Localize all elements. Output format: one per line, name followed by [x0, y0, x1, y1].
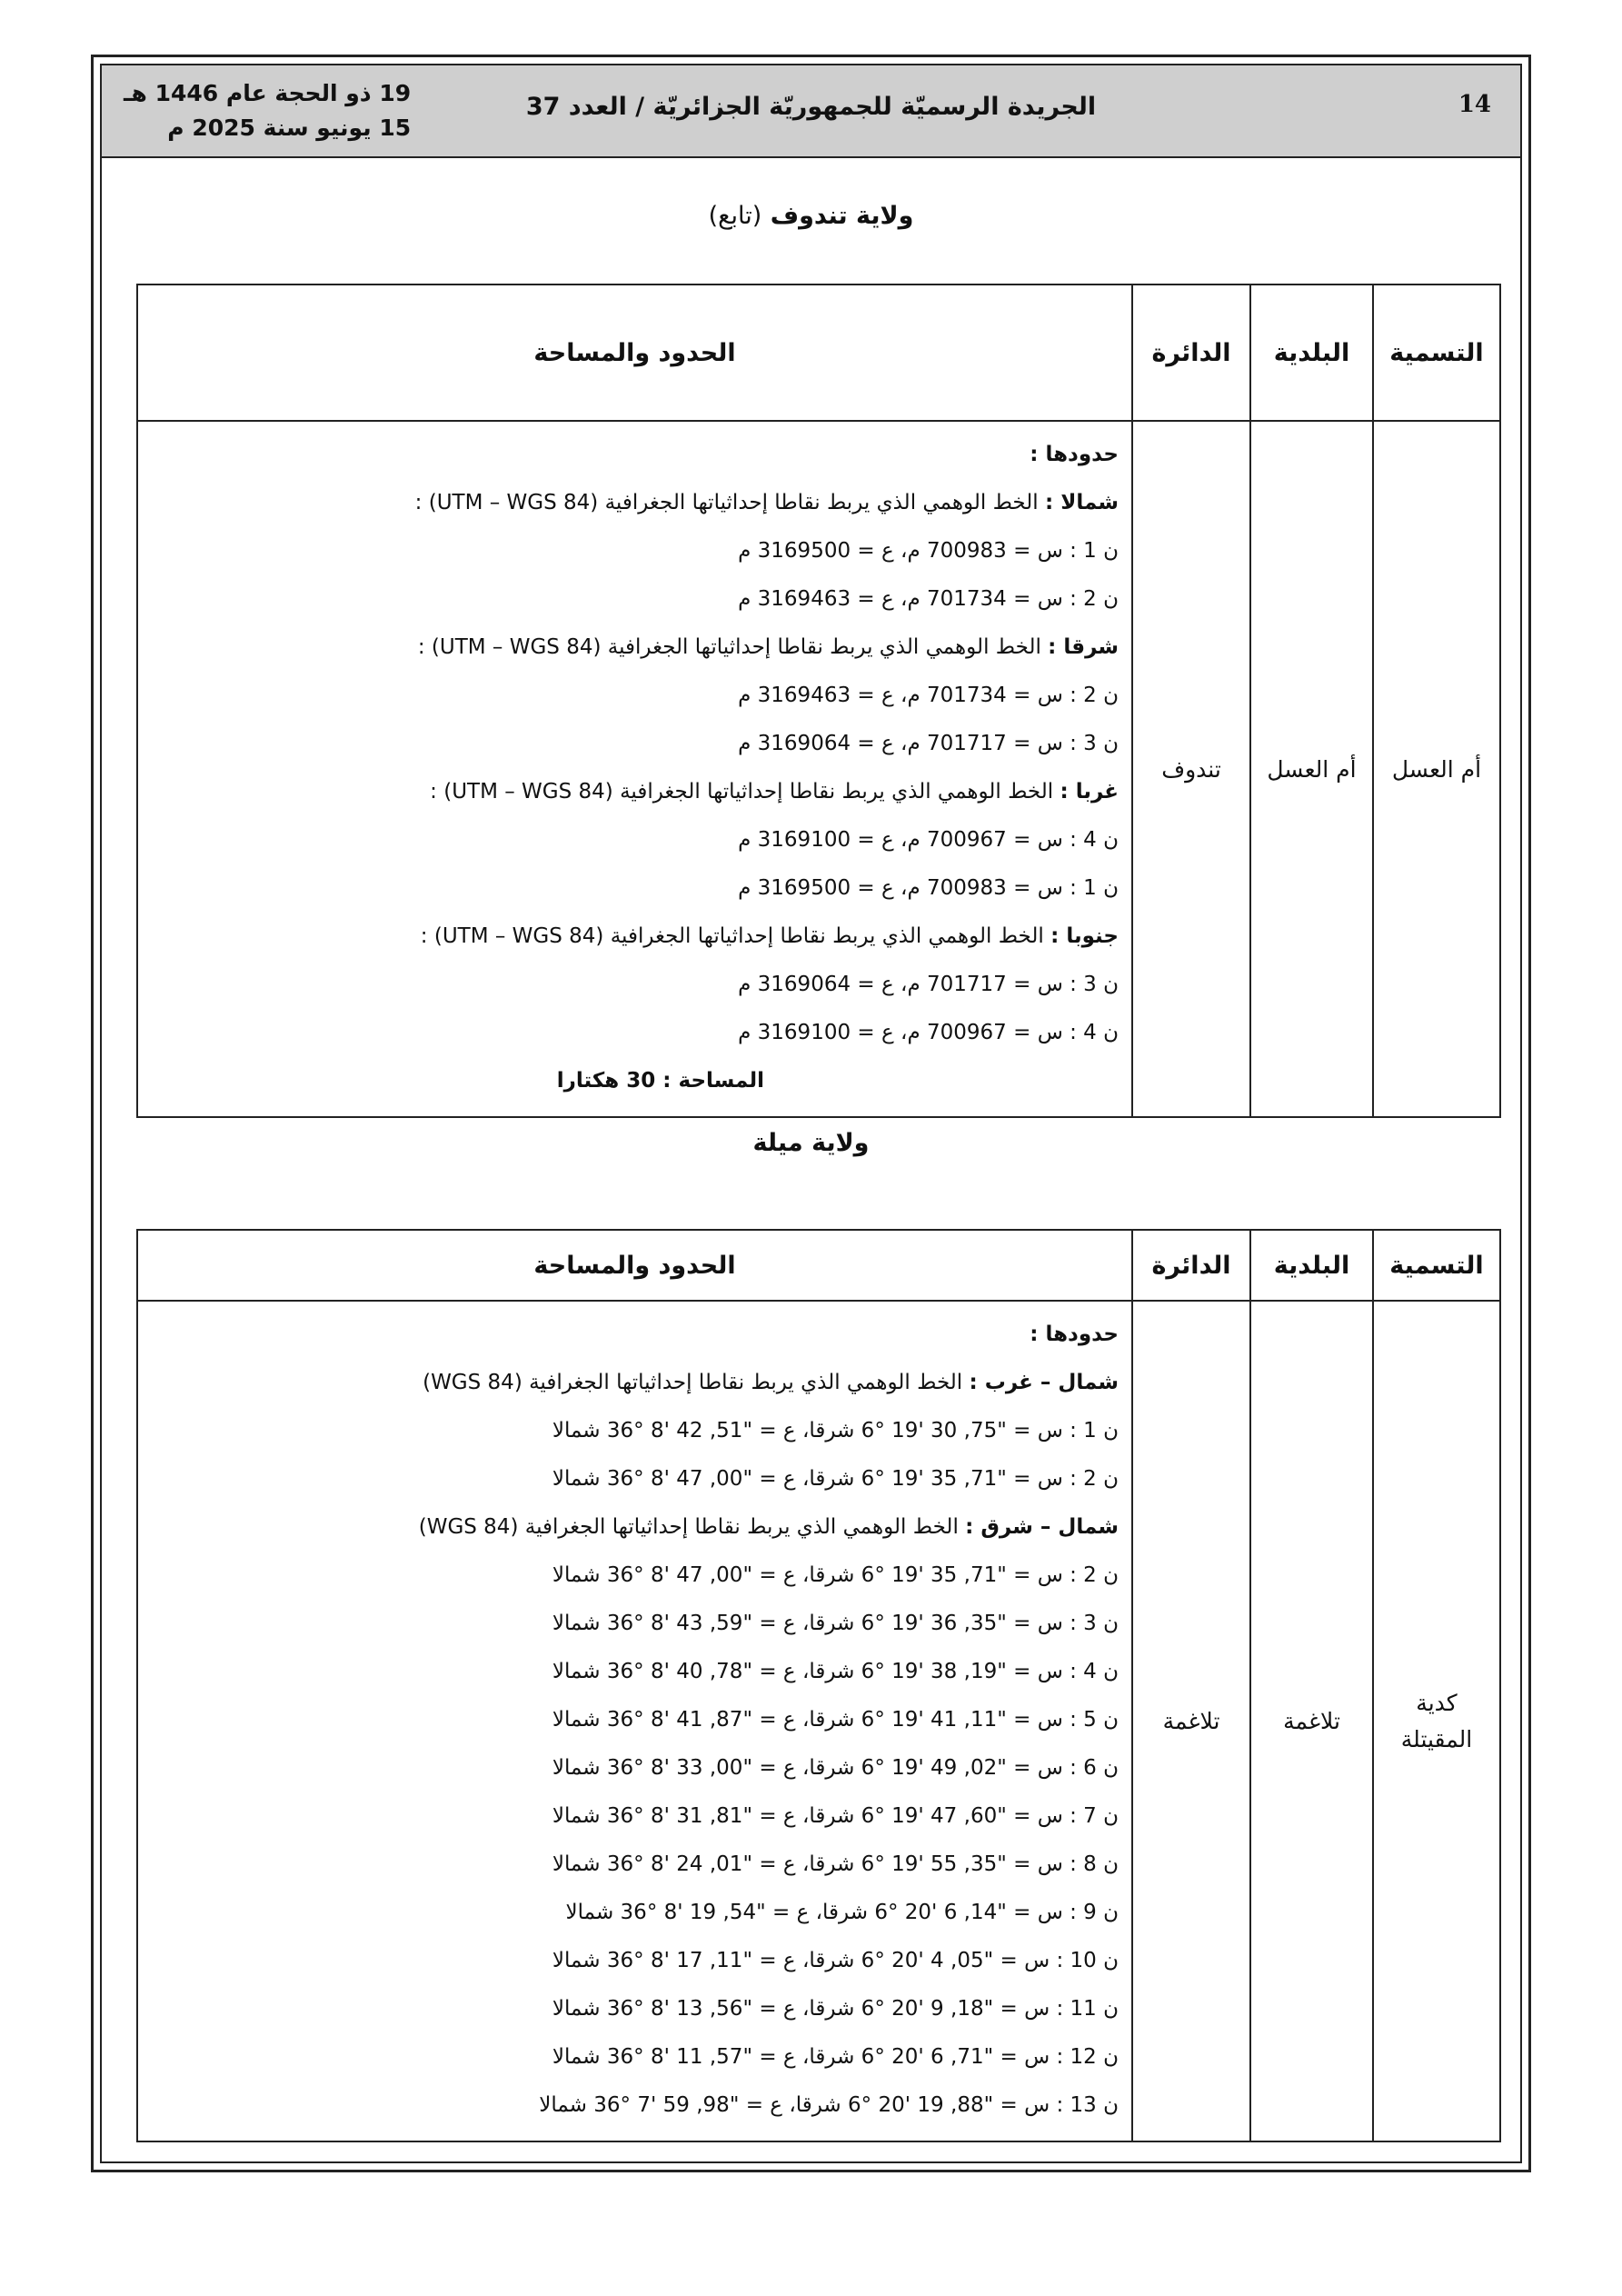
- direction-label: شمال – شرق :: [965, 1515, 1119, 1539]
- coordinate-line: حدودها :: [1030, 443, 1119, 466]
- boundary-direction-line: [151, 768, 1119, 816]
- journal-title: الجريدة الرسميّة للجمهوريّة الجزائريّة / العدد 37: [525, 93, 1097, 121]
- section-title-tindouf: [102, 202, 1520, 230]
- page-frame: [91, 55, 1531, 2172]
- section-title-mila: [102, 1129, 1520, 1157]
- coordinate-line: ن 11 : س = "18, 9 '20 °6 شرقا، ع = "56, 13 '8 °36 شمالا: [552, 1997, 1119, 2021]
- boundary-direction-line: [151, 1503, 1119, 1552]
- coordinate-line: ن 8 : س = "35, 55 '19 °6 شرقا، ع = "01, 24 '8 °36 شمالا: [552, 1852, 1119, 1876]
- table-row: [137, 1301, 1500, 2141]
- direction-text: الخط الوهمي الذي يربط نقاطا إحداثياتها الجغرافية (WGS 84): [418, 1515, 966, 1539]
- boundary-direction-line: [151, 479, 1119, 527]
- cell-bounds: [137, 1301, 1132, 2141]
- direction-label: شمالا :: [1044, 491, 1119, 514]
- coordinate-line: ن 2 : س = "71, 35 '19 °6 شرقا، ع = "00, 47 '8 °36 شمالا: [552, 1563, 1119, 1587]
- coordinate-line: ن 2 : س = "71, 35 '19 °6 شرقا، ع = "00, 47 '8 °36 شمالا: [552, 1467, 1119, 1491]
- coordinate-line: ن 3 : س = 701717 م، ع = 3169064 م: [738, 732, 1119, 755]
- coordinate-line: ن 5 : س = "11, 41 '19 °6 شرقا، ع = "87, 41 '8 °36 شمالا: [552, 1708, 1119, 1732]
- cell-district: تندوف: [1132, 421, 1250, 1117]
- coordinate-line: ن 9 : س = "14, 6 '20 °6 شرقا، ع = "54, 19 '8 °36 شمالا: [565, 1901, 1119, 1924]
- coordinate-line: ن 12 : س = "71, 6 '20 °6 شرقا، ع = "57, 11 '8 °36 شمالا: [552, 2045, 1119, 2069]
- section-title-text: ولاية تندوف: [770, 202, 914, 230]
- coordinate-line: ن 4 : س = 700967 م، ع = 3169100 م: [738, 1021, 1119, 1044]
- issue-date-gregorian: 15 يونيو سنة 2025 م: [167, 115, 412, 141]
- coordinate-line: ن 2 : س = 701734 م، ع = 3169463 م: [738, 587, 1119, 611]
- cell-district: تلاغمة: [1132, 1301, 1250, 2141]
- issue-date: [124, 76, 411, 145]
- section-subtitle: (تابع): [708, 202, 762, 230]
- table-tindouf: [136, 284, 1501, 1118]
- col-header-municipality: البلدية: [1250, 1230, 1373, 1301]
- coordinate-line: ن 1 : س = 700983 م، ع = 3169500 م: [738, 539, 1119, 563]
- coordinate-line: ن 4 : س = "19, 38 '19 °6 شرقا، ع = "78, 40 '8 °36 شمالا: [552, 1660, 1119, 1683]
- col-header-name: التسمية: [1373, 285, 1500, 421]
- col-header-bounds: الحدود والمساحة: [137, 285, 1132, 421]
- issue-date-hijri: 19 ذو الحجة عام 1446 هـ: [124, 80, 412, 106]
- bounds-lines: [151, 431, 1119, 1057]
- table-header-row: [137, 1230, 1500, 1301]
- cell-bounds: [137, 421, 1132, 1117]
- coordinate-line: ن 2 : س = 701734 م، ع = 3169463 م: [738, 684, 1119, 707]
- table-header-row: [137, 285, 1500, 421]
- coordinate-line: ن 4 : س = 700967 م، ع = 3169100 م: [738, 828, 1119, 852]
- direction-label: غربا :: [1060, 780, 1119, 804]
- direction-text: الخط الوهمي الذي يربط نقاطا إحداثياتها الجغرافية (UTM – WGS 84) :: [420, 924, 1051, 948]
- col-header-name: التسمية: [1373, 1230, 1500, 1301]
- coordinate-line: ن 10 : س = "05, 4 '20 °6 شرقا، ع = "11, 17 '8 °36 شمالا: [552, 1949, 1119, 1972]
- cell-name: أم العسل: [1373, 421, 1500, 1117]
- cell-municipality: تلاغمة: [1250, 1301, 1373, 2141]
- page-header: [102, 65, 1520, 158]
- boundary-direction-line: [151, 1359, 1119, 1407]
- direction-text: الخط الوهمي الذي يربط نقاطا إحداثياتها الجغرافية (WGS 84): [423, 1371, 970, 1394]
- direction-text: الخط الوهمي الذي يربط نقاطا إحداثياتها الجغرافية (UTM – WGS 84) :: [414, 491, 1045, 514]
- col-header-district: الدائرة: [1132, 285, 1250, 421]
- coordinate-line: ن 3 : س = 701717 م، ع = 3169064 م: [738, 973, 1119, 996]
- direction-label: جنوبا :: [1050, 924, 1119, 948]
- page-number: 14: [1458, 91, 1491, 118]
- table-row: [137, 421, 1500, 1117]
- coordinate-line: ن 3 : س = "35, 36 '19 °6 شرقا، ع = "59, 43 '8 °36 شمالا: [552, 1612, 1119, 1635]
- page-inner-frame: [100, 64, 1522, 2163]
- col-header-district: الدائرة: [1132, 1230, 1250, 1301]
- boundary-direction-line: [151, 624, 1119, 672]
- coordinate-line: ن 13 : س = "88, 19 '20 °6 شرقا، ع = "98, 59 '7 °36 شمالا: [539, 2093, 1119, 2117]
- area-text: المساحة : 30 هكتارا: [556, 1069, 764, 1093]
- cell-name: كدية المقيتلة: [1373, 1301, 1500, 2141]
- section-title-text: ولاية ميلة: [752, 1129, 870, 1157]
- direction-label: شمال – غرب :: [969, 1371, 1119, 1394]
- coordinate-line: ن 1 : س = "75, 30 '19 °6 شرقا، ع = "51, 42 '8 °36 شمالا: [552, 1419, 1119, 1442]
- coordinate-line: ن 1 : س = 700983 م، ع = 3169500 م: [738, 876, 1119, 900]
- direction-label: شرقا :: [1048, 635, 1119, 659]
- coordinate-line: ن 7 : س = "60, 47 '19 °6 شرقا، ع = "81, 31 '8 °36 شمالا: [552, 1804, 1119, 1828]
- coordinate-line: حدودها :: [1030, 1323, 1119, 1346]
- cell-municipality: أم العسل: [1250, 421, 1373, 1117]
- coordinate-line: ن 6 : س = "02, 49 '19 °6 شرقا، ع = "00, 33 '8 °36 شمالا: [552, 1756, 1119, 1780]
- boundary-direction-line: [151, 913, 1119, 961]
- table-mila: [136, 1229, 1501, 2142]
- direction-text: الخط الوهمي الذي يربط نقاطا إحداثياتها الجغرافية (UTM – WGS 84) :: [430, 780, 1060, 804]
- col-header-municipality: البلدية: [1250, 285, 1373, 421]
- col-header-bounds: الحدود والمساحة: [137, 1230, 1132, 1301]
- direction-text: الخط الوهمي الذي يربط نقاطا إحداثياتها الجغرافية (UTM – WGS 84) :: [417, 635, 1049, 659]
- bounds-lines: [151, 1311, 1119, 2130]
